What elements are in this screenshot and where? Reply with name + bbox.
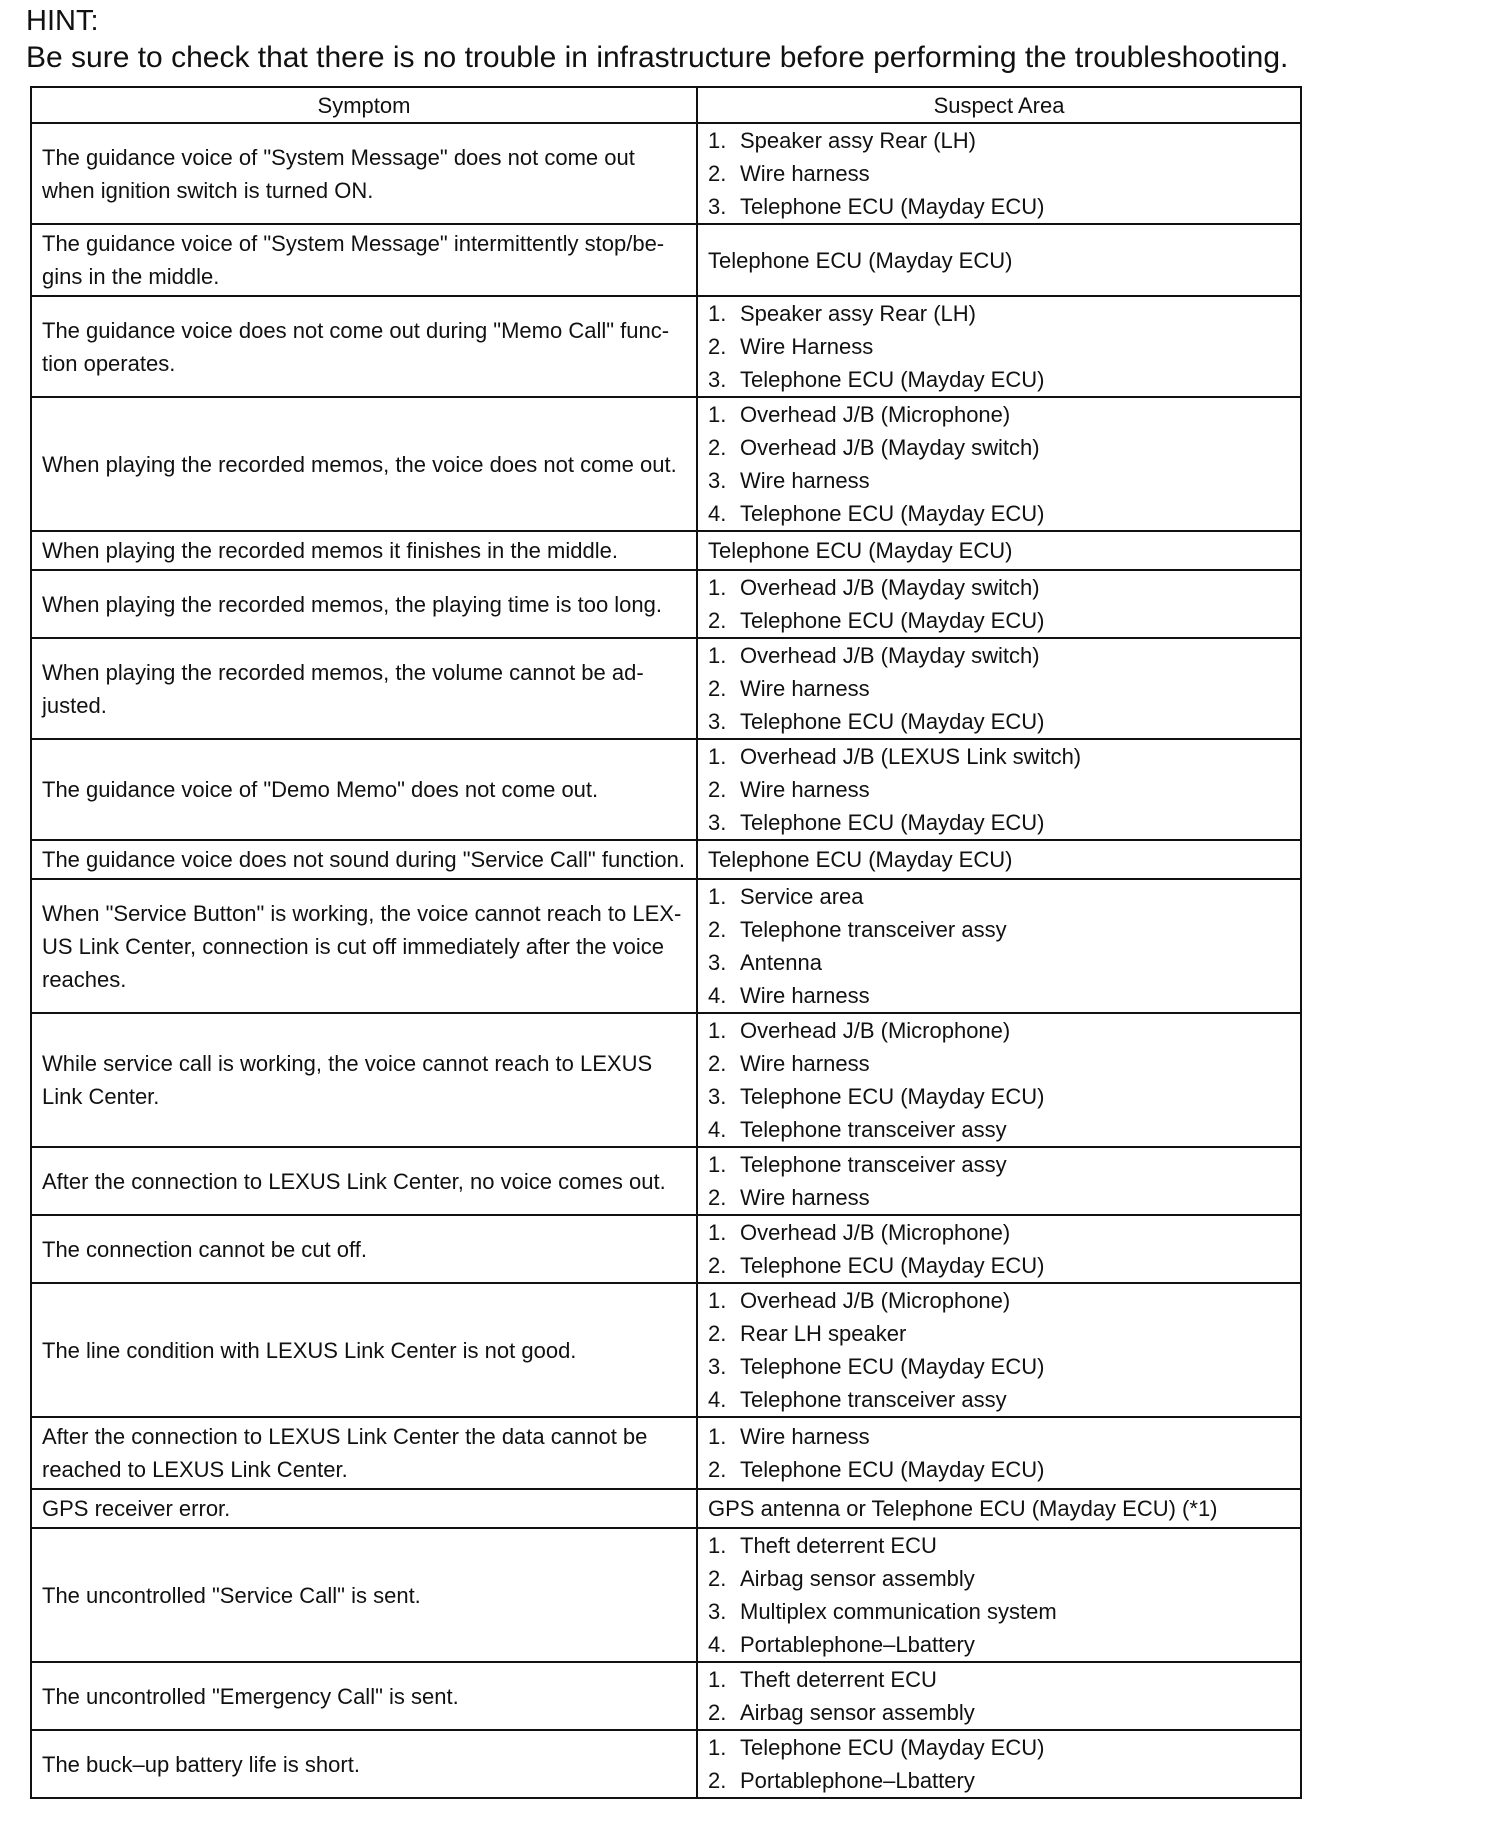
suspect-item-number: 2. (708, 1051, 727, 1076)
table-row (31, 1528, 1301, 1662)
suspect-item-number: 2. (708, 161, 727, 186)
suspect-area-item (708, 1420, 1290, 1453)
suspect-item-text: Overhead J/B (Microphone) (740, 402, 1011, 427)
suspect-area-item (708, 672, 1290, 705)
suspect-item-number: 4. (708, 1117, 727, 1142)
suspect-item-text: Overhead J/B (Mayday switch) (740, 643, 1040, 668)
suspect-item-number: 1. (708, 128, 727, 153)
suspect-item-text: Speaker assy Rear (LH) (740, 128, 976, 153)
suspect-area-item (708, 1249, 1290, 1282)
suspect-area-item (708, 1764, 1290, 1797)
suspect-item-text: Wire harness (740, 1185, 870, 1210)
suspect-area-cell (697, 840, 1301, 879)
symptom-cell: The uncontrolled "Emergency Call" is sent. (31, 1662, 697, 1730)
suspect-area-cell (697, 1215, 1301, 1283)
suspect-area-item (708, 740, 1290, 773)
suspect-area-item (708, 1562, 1290, 1595)
suspect-area-cell (697, 123, 1301, 224)
suspect-item-number: 3. (708, 1599, 727, 1624)
table-row (31, 1283, 1301, 1417)
suspect-item-text: Wire harness (740, 777, 870, 802)
suspect-item-text: Overhead J/B (Microphone) (740, 1220, 1011, 1245)
suspect-area-item (708, 913, 1290, 946)
table-body (31, 123, 1301, 1798)
suspect-area-cell (697, 638, 1301, 739)
symptom-cell: The guidance voice of "Demo Memo" does not come out. (31, 739, 697, 840)
suspect-item-number: 2. (708, 1253, 727, 1278)
suspect-area-cell (697, 879, 1301, 1013)
symptom-cell: The guidance voice does not come out during "Memo Call" func-tion operates. (31, 296, 697, 397)
suspect-item-text: Overhead J/B (Microphone) (740, 1288, 1011, 1313)
suspect-area-item (708, 190, 1290, 223)
suspect-item-text: Antenna (740, 950, 822, 975)
table-row (31, 531, 1301, 570)
table-row (31, 638, 1301, 739)
suspect-item-number: 2. (708, 435, 727, 460)
symptom-cell: The uncontrolled "Service Call" is sent. (31, 1528, 697, 1662)
suspect-area-cell (697, 739, 1301, 840)
suspect-item-text: Service area (740, 884, 864, 909)
suspect-area-item (708, 1047, 1290, 1080)
suspect-item-text: Wire harness (740, 676, 870, 701)
suspect-item-text: Telephone transceiver assy (740, 1117, 1007, 1142)
table-row (31, 840, 1301, 879)
suspect-area-item (708, 497, 1290, 530)
suspect-item-text: Multiplex communication system (740, 1599, 1057, 1624)
suspect-item-number: 1. (708, 1667, 727, 1692)
suspect-area-item (708, 1595, 1290, 1628)
table-row (31, 296, 1301, 397)
suspect-item-text: Overhead J/B (Mayday switch) (740, 435, 1040, 460)
suspect-item-number: 1. (708, 575, 727, 600)
suspect-area-cell (697, 1013, 1301, 1147)
symptom-cell: The guidance voice of "System Message" does not come out when ignition switch is turned ON. (31, 123, 697, 224)
suspect-item-number: 3. (708, 709, 727, 734)
symptom-cell: After the connection to LEXUS Link Center, no voice comes out. (31, 1147, 697, 1215)
suspect-area-item (708, 979, 1290, 1012)
suspect-area-cell (697, 1730, 1301, 1798)
suspect-area-item (708, 1383, 1290, 1416)
suspect-area-item (708, 431, 1290, 464)
suspect-item-text: Telephone ECU (Mayday ECU) (740, 1253, 1045, 1278)
table-row (31, 1013, 1301, 1147)
suspect-item-text: Wire harness (740, 468, 870, 493)
suspect-item-number: 2. (708, 1566, 727, 1591)
table-row (31, 1662, 1301, 1730)
suspect-area-item (708, 398, 1290, 431)
suspect-area-item (708, 880, 1290, 913)
suspect-item-text: Telephone ECU (Mayday ECU) (740, 194, 1045, 219)
suspect-area-item (708, 1014, 1290, 1047)
suspect-item-number: 2. (708, 1700, 727, 1725)
suspect-area-item (708, 1453, 1290, 1486)
suspect-item-number: 4. (708, 501, 727, 526)
suspect-item-number: 3. (708, 194, 727, 219)
suspect-area-text: Telephone ECU (Mayday ECU) (708, 247, 1013, 273)
suspect-item-text: Wire Harness (740, 334, 874, 359)
suspect-item-number: 1. (708, 744, 727, 769)
suspect-item-number: 4. (708, 1632, 727, 1657)
suspect-item-text: Telephone transceiver assy (740, 1387, 1007, 1412)
suspect-item-number: 3. (708, 1084, 727, 1109)
suspect-item-number: 2. (708, 1185, 727, 1210)
suspect-item-number: 2. (708, 1321, 727, 1346)
suspect-item-text: Portablephone–Lbattery (740, 1632, 975, 1657)
suspect-item-text: Wire harness (740, 161, 870, 186)
suspect-item-number: 3. (708, 468, 727, 493)
symptom-cell: When playing the recorded memos it finishes in the middle. (31, 531, 697, 570)
suspect-item-number: 4. (708, 1387, 727, 1412)
suspect-area-cell (697, 1283, 1301, 1417)
suspect-item-number: 3. (708, 950, 727, 975)
symptom-cell: The buck–up battery life is short. (31, 1730, 697, 1798)
suspect-item-number: 1. (708, 402, 727, 427)
suspect-area-item (708, 946, 1290, 979)
suspect-item-text: Overhead J/B (Microphone) (740, 1018, 1011, 1043)
header-suspect-area: Suspect Area (697, 87, 1301, 123)
symptom-cell: The line condition with LEXUS Link Center is not good. (31, 1283, 697, 1417)
suspect-item-number: 2. (708, 334, 727, 359)
suspect-area-item (708, 1529, 1290, 1562)
table-row (31, 1215, 1301, 1283)
suspect-item-number: 2. (708, 777, 727, 802)
suspect-item-text: Overhead J/B (Mayday switch) (740, 575, 1040, 600)
suspect-area-item (708, 157, 1290, 190)
suspect-area-cell (697, 570, 1301, 638)
suspect-area-item (708, 1080, 1290, 1113)
symptom-cell: The connection cannot be cut off. (31, 1215, 697, 1283)
suspect-item-number: 1. (708, 1533, 727, 1558)
symptom-cell: When playing the recorded memos, the volume cannot be ad-justed. (31, 638, 697, 739)
suspect-area-item (708, 1216, 1290, 1249)
troubleshooting-table (30, 86, 1302, 1799)
suspect-area-text: Telephone ECU (Mayday ECU) (708, 847, 1013, 872)
table-header-row (31, 87, 1301, 123)
suspect-area-text: Telephone ECU (Mayday ECU) (708, 538, 1013, 563)
suspect-item-number: 1. (708, 301, 727, 326)
suspect-area-item (708, 297, 1290, 330)
suspect-item-text: Theft deterrent ECU (740, 1533, 937, 1558)
suspect-area-item (708, 639, 1290, 672)
suspect-item-text: Telephone transceiver assy (740, 917, 1007, 942)
suspect-item-text: Telephone ECU (Mayday ECU) (740, 1457, 1045, 1482)
symptom-cell: The guidance voice does not sound during "Service Call" function. (31, 840, 697, 879)
symptom-cell: The guidance voice of "System Message" intermittently stop/be-gins in the middle. (31, 224, 697, 296)
suspect-item-text: Rear LH speaker (740, 1321, 907, 1346)
suspect-area-item (708, 1317, 1290, 1350)
suspect-item-text: Telephone ECU (Mayday ECU) (740, 1735, 1045, 1760)
suspect-area-item (708, 330, 1290, 363)
suspect-item-number: 1. (708, 1220, 727, 1245)
symptom-cell: When playing the recorded memos, the playing time is too long. (31, 570, 697, 638)
suspect-item-text: Telephone transceiver assy (740, 1152, 1007, 1177)
table-row (31, 1730, 1301, 1798)
suspect-item-text: Telephone ECU (Mayday ECU) (740, 608, 1045, 633)
suspect-item-text: Speaker assy Rear (LH) (740, 301, 976, 326)
suspect-area-item (708, 363, 1290, 396)
symptom-cell: When "Service Button" is working, the voice cannot reach to LEX-US Link Center, connection is cut off immediately after the voice reaches. (31, 879, 697, 1013)
suspect-item-number: 1. (708, 1735, 727, 1760)
suspect-area-cell (697, 397, 1301, 531)
suspect-area-item (708, 705, 1290, 738)
header-symptom: Symptom (31, 87, 697, 123)
suspect-area-cell (697, 1417, 1301, 1489)
suspect-item-text: Wire harness (740, 1051, 870, 1076)
suspect-item-text: Telephone ECU (Mayday ECU) (740, 501, 1045, 526)
suspect-item-text: Telephone ECU (Mayday ECU) (740, 1084, 1045, 1109)
suspect-area-cell (697, 1528, 1301, 1662)
suspect-item-number: 3. (708, 1354, 727, 1379)
hint-label: HINT: (26, 5, 99, 37)
suspect-area-cell (697, 1489, 1301, 1528)
symptom-cell: GPS receiver error. (31, 1489, 697, 1528)
suspect-item-text: Telephone ECU (Mayday ECU) (740, 1354, 1045, 1379)
symptom-cell: When playing the recorded memos, the voice does not come out. (31, 397, 697, 531)
suspect-area-item (708, 464, 1290, 497)
suspect-item-number: 3. (708, 367, 727, 392)
suspect-item-text: Overhead J/B (LEXUS Link switch) (740, 744, 1082, 769)
symptom-cell: While service call is working, the voice cannot reach to LEXUS Link Center. (31, 1013, 697, 1147)
suspect-area-item (708, 806, 1290, 839)
suspect-area-item (708, 1731, 1290, 1764)
suspect-area-item (708, 1284, 1290, 1317)
table-row (31, 879, 1301, 1013)
suspect-area-item (708, 1696, 1290, 1729)
table-row (31, 739, 1301, 840)
suspect-item-number: 1. (708, 1288, 727, 1313)
suspect-item-text: Telephone ECU (Mayday ECU) (740, 709, 1045, 734)
table-row (31, 224, 1301, 296)
suspect-item-number: 2. (708, 917, 727, 942)
suspect-item-number: 1. (708, 643, 727, 668)
table-row (31, 1417, 1301, 1489)
suspect-area-cell (697, 224, 1301, 296)
table-row (31, 570, 1301, 638)
suspect-item-number: 2. (708, 1768, 727, 1793)
suspect-area-text: GPS antenna or Telephone ECU (Mayday ECU) (*1) (708, 1496, 1218, 1521)
table-row (31, 1489, 1301, 1528)
suspect-item-number: 1. (708, 1018, 727, 1043)
suspect-item-number: 2. (708, 1457, 727, 1482)
suspect-item-number: 1. (708, 884, 727, 909)
suspect-area-item (708, 1181, 1290, 1214)
suspect-item-number: 2. (708, 676, 727, 701)
suspect-item-text: Airbag sensor assembly (740, 1566, 975, 1591)
suspect-area-item (708, 1113, 1290, 1146)
suspect-item-text: Telephone ECU (Mayday ECU) (740, 367, 1045, 392)
suspect-item-text: Theft deterrent ECU (740, 1667, 937, 1692)
suspect-item-number: 1. (708, 1424, 727, 1449)
table-row (31, 123, 1301, 224)
suspect-item-text: Wire harness (740, 1424, 870, 1449)
suspect-item-text: Wire harness (740, 983, 870, 1008)
table-row (31, 1147, 1301, 1215)
suspect-area-cell (697, 1147, 1301, 1215)
suspect-item-text: Portablephone–Lbattery (740, 1768, 975, 1793)
suspect-item-number: 3. (708, 810, 727, 835)
suspect-area-cell (697, 1662, 1301, 1730)
suspect-area-item (708, 1663, 1290, 1696)
suspect-area-item (708, 124, 1290, 157)
suspect-item-number: 1. (708, 1152, 727, 1177)
symptom-cell: After the connection to LEXUS Link Center the data cannot be reached to LEXUS Link Center. (31, 1417, 697, 1489)
suspect-area-item (708, 773, 1290, 806)
suspect-area-item (708, 1350, 1290, 1383)
suspect-area-cell (697, 296, 1301, 397)
suspect-area-item (708, 571, 1290, 604)
suspect-area-item (708, 604, 1290, 637)
suspect-item-number: 4. (708, 983, 727, 1008)
suspect-item-text: Airbag sensor assembly (740, 1700, 975, 1725)
suspect-area-item (708, 1148, 1290, 1181)
intro-text: Be sure to check that there is no trouble in infrastructure before performing the troubleshooting. (26, 41, 1289, 74)
suspect-item-text: Telephone ECU (Mayday ECU) (740, 810, 1045, 835)
suspect-area-cell (697, 531, 1301, 570)
suspect-area-item (708, 1628, 1290, 1661)
suspect-item-number: 2. (708, 608, 727, 633)
table-row (31, 397, 1301, 531)
